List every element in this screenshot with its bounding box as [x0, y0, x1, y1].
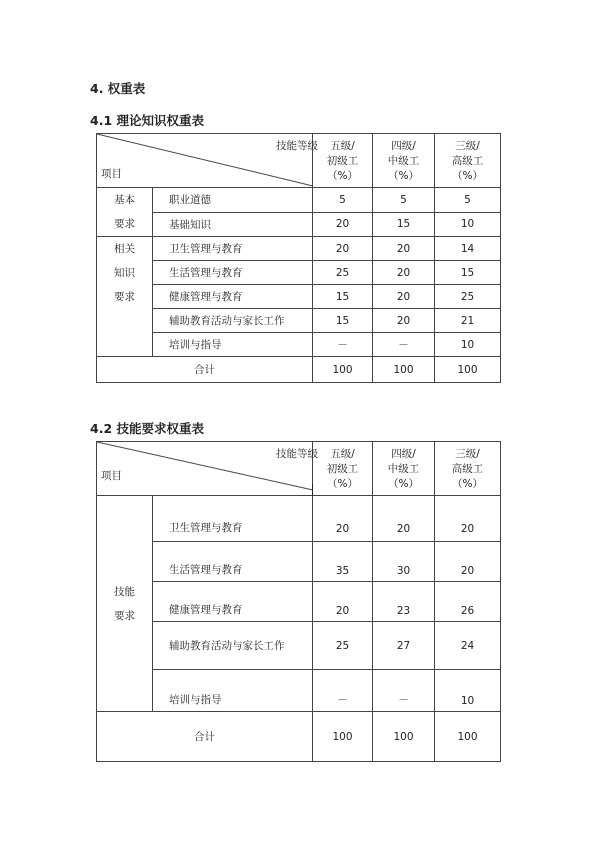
group-cell-related: 相关 知识 要求 — [97, 237, 153, 357]
level-header-5: 五级/ 初级工 （%） — [313, 134, 373, 188]
total-row — [97, 357, 501, 383]
value-cell: 20 — [313, 237, 373, 261]
total-value: 100 — [373, 712, 435, 762]
total-label: 合计 — [97, 357, 313, 383]
value-cell: 20 — [373, 261, 435, 285]
total-row — [97, 712, 501, 762]
level-header-5: 五级/ 初级工 （%） — [313, 442, 373, 496]
value-cell: 26 — [435, 582, 501, 622]
total-value: 100 — [435, 712, 501, 762]
value-cell: 20 — [373, 237, 435, 261]
value-cell: 20 — [313, 496, 373, 542]
table-row — [97, 261, 501, 285]
value-cell: 25 — [313, 261, 373, 285]
value-cell: － — [313, 333, 373, 357]
table-row — [97, 496, 501, 542]
skill-level-label: 技能等级 — [276, 448, 318, 460]
row-name: 培训与指导 — [153, 670, 313, 712]
value-cell: 20 — [435, 496, 501, 542]
table-row — [97, 285, 501, 309]
row-name: 职业道德 — [153, 188, 313, 213]
table-row — [97, 309, 501, 333]
value-cell: 10 — [435, 670, 501, 712]
value-cell: 25 — [435, 285, 501, 309]
diagonal-header-cell — [97, 442, 318, 496]
level-header-4: 四级/ 中级工 （%） — [373, 442, 435, 496]
value-cell: 5 — [373, 188, 435, 213]
row-name: 生活管理与教育 — [153, 542, 313, 582]
value-cell: 25 — [313, 622, 373, 670]
row-name: 辅助教育活动与家长工作 — [153, 309, 313, 333]
value-cell: － — [313, 670, 373, 712]
value-cell: 20 — [313, 582, 373, 622]
group-cell-skill: 技能 要求 — [97, 496, 153, 712]
value-cell: 21 — [435, 309, 501, 333]
value-cell: 5 — [435, 188, 501, 213]
value-cell: 20 — [313, 212, 373, 237]
item-label: 项目 — [101, 168, 122, 180]
value-cell: 5 — [313, 188, 373, 213]
theory-knowledge-weight-table — [96, 133, 501, 383]
value-cell: 20 — [373, 309, 435, 333]
value-cell: 15 — [313, 309, 373, 333]
row-name: 辅助教育活动与家长工作 — [153, 622, 313, 670]
total-value: 100 — [373, 357, 435, 383]
total-value: 100 — [435, 357, 501, 383]
row-name: 培训与指导 — [153, 333, 313, 357]
table-row — [97, 188, 501, 213]
total-label: 合计 — [97, 712, 313, 762]
section-heading: 4. 权重表 — [90, 81, 146, 96]
diagonal-header-cell — [97, 134, 318, 188]
level-header-3: 三级/ 高级工 （%） — [435, 442, 501, 496]
table-row — [97, 333, 501, 357]
value-cell: 10 — [435, 212, 501, 237]
total-value: 100 — [313, 357, 373, 383]
group-cell-basic: 基本 要求 — [97, 188, 153, 237]
level-header-3: 三级/ 高级工 （%） — [435, 134, 501, 188]
table-row — [97, 622, 501, 670]
level-header-4: 四级/ 中级工 （%） — [373, 134, 435, 188]
value-cell: 15 — [373, 212, 435, 237]
row-name: 基础知识 — [153, 212, 313, 237]
table-row — [97, 542, 501, 582]
value-cell: 15 — [435, 261, 501, 285]
row-name: 卫生管理与教育 — [153, 496, 313, 542]
value-cell: 20 — [373, 496, 435, 542]
table-row — [97, 237, 501, 261]
value-cell: 30 — [373, 542, 435, 582]
skill-level-label: 技能等级 — [276, 140, 318, 152]
table-row — [97, 582, 501, 622]
value-cell: 20 — [435, 542, 501, 582]
table2-title: 4.2 技能要求权重表 — [90, 421, 204, 436]
skill-requirement-weight-table — [96, 441, 501, 762]
value-cell: － — [373, 670, 435, 712]
value-cell: 35 — [313, 542, 373, 582]
value-cell: 24 — [435, 622, 501, 670]
value-cell: 27 — [373, 622, 435, 670]
table-row — [97, 670, 501, 712]
value-cell: 23 — [373, 582, 435, 622]
value-cell: － — [373, 333, 435, 357]
item-label: 项目 — [101, 470, 122, 482]
table-header-row — [97, 442, 501, 496]
total-value: 100 — [313, 712, 373, 762]
table-header-row — [97, 134, 501, 188]
table-row — [97, 212, 501, 237]
row-name: 卫生管理与教育 — [153, 237, 313, 261]
value-cell: 20 — [373, 285, 435, 309]
row-name: 健康管理与教育 — [153, 582, 313, 622]
row-name: 健康管理与教育 — [153, 285, 313, 309]
row-name: 生活管理与教育 — [153, 261, 313, 285]
table1-title: 4.1 理论知识权重表 — [90, 113, 204, 128]
value-cell: 10 — [435, 333, 501, 357]
value-cell: 14 — [435, 237, 501, 261]
value-cell: 15 — [313, 285, 373, 309]
